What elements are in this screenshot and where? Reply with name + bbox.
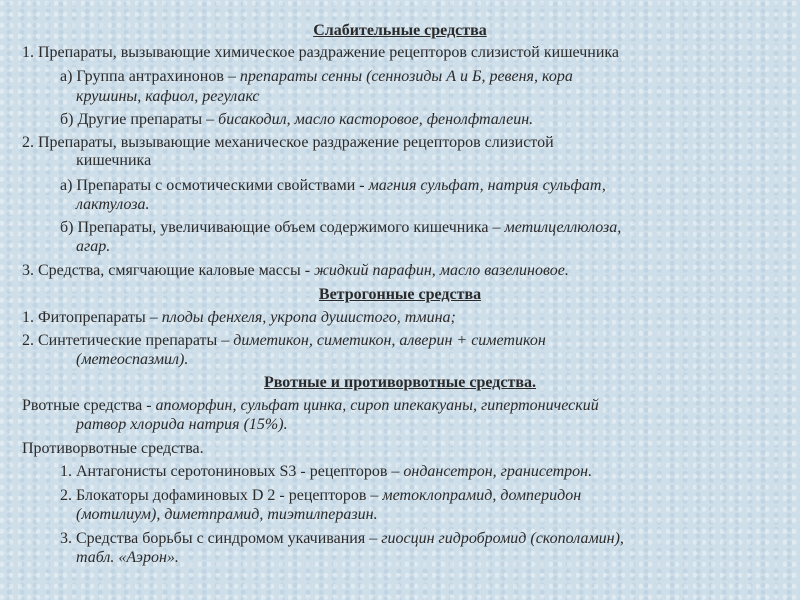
item-2-cont: кишечника — [76, 152, 152, 169]
antiemetic-2: 2. Блокаторы дофаминовых D 2 - рецепторов – метоклопрамид, домперидон — [60, 487, 582, 504]
antiemetic-2-cont: (мотилиум), диметпрамид, тиэтилперазин. — [76, 506, 378, 523]
antiemetic-1: 1. Антагонисты серотониновых S3 - рецепторов – ондансетрон, гранисетрон. — [60, 463, 593, 480]
emetics: Рвотные средства - апоморфин, сульфат цинка, сироп ипекакуаны, гипертонический — [22, 397, 599, 414]
item-1b: б) Другие препараты – бисакодил, масло касторовое, фенолфталеин. — [60, 111, 534, 128]
emetics-cont: ратвор хлорида натрия (15%). — [76, 416, 288, 433]
antiemetic-3-cont: табл. «Аэрон». — [76, 549, 179, 566]
heading-carminatives: Ветрогонные средства — [318, 286, 482, 303]
item-3: 3. Средства, смягчающие каловые массы - жидкий парафин, масло вазелиновое. — [22, 262, 569, 279]
carm-2-cont: (метеоспазмил). — [76, 351, 189, 368]
item-2a: а) Препараты с осмотическими свойствами - магния сульфат, натрия сульфат, — [60, 177, 606, 194]
item-2b-cont: агар. — [76, 238, 111, 255]
carm-2: 2. Синтетические препараты – диметикон, симетикон, алверин + симетикон — [22, 332, 546, 349]
antiemetic-3: 3. Средства борьбы с синдромом укачивания – гиосцин гидробромид (скополамин), — [60, 530, 624, 547]
heading-emetics: Рвотные и противорвотные средства. — [264, 374, 536, 391]
item-1a: а) Группа антрахинонов – препараты сенны (сеннозиды А и Б, ревеня, кора — [60, 68, 573, 85]
antiemetics-title: Противорвотные средства. — [22, 440, 204, 457]
item-2: 2. Препараты, вызывающие механическое раздражение рецепторов слизистой — [22, 134, 554, 151]
item-2a-cont: лактулоза. — [76, 196, 150, 213]
item-1: 1. Препараты, вызывающие химическое раздражение рецепторов слизистой кишечника — [22, 44, 620, 61]
heading-laxatives: Слабительные средства — [313, 22, 487, 39]
item-1a-cont: крушины, кафиол, регулакс — [76, 88, 260, 105]
carm-1: 1. Фитопрепараты – плоды фенхеля, укропа душистого, тмина; — [22, 309, 456, 326]
item-2b: б) Препараты, увеличивающие объем содержимого кишечника – метилцеллюлоза, — [60, 219, 622, 236]
